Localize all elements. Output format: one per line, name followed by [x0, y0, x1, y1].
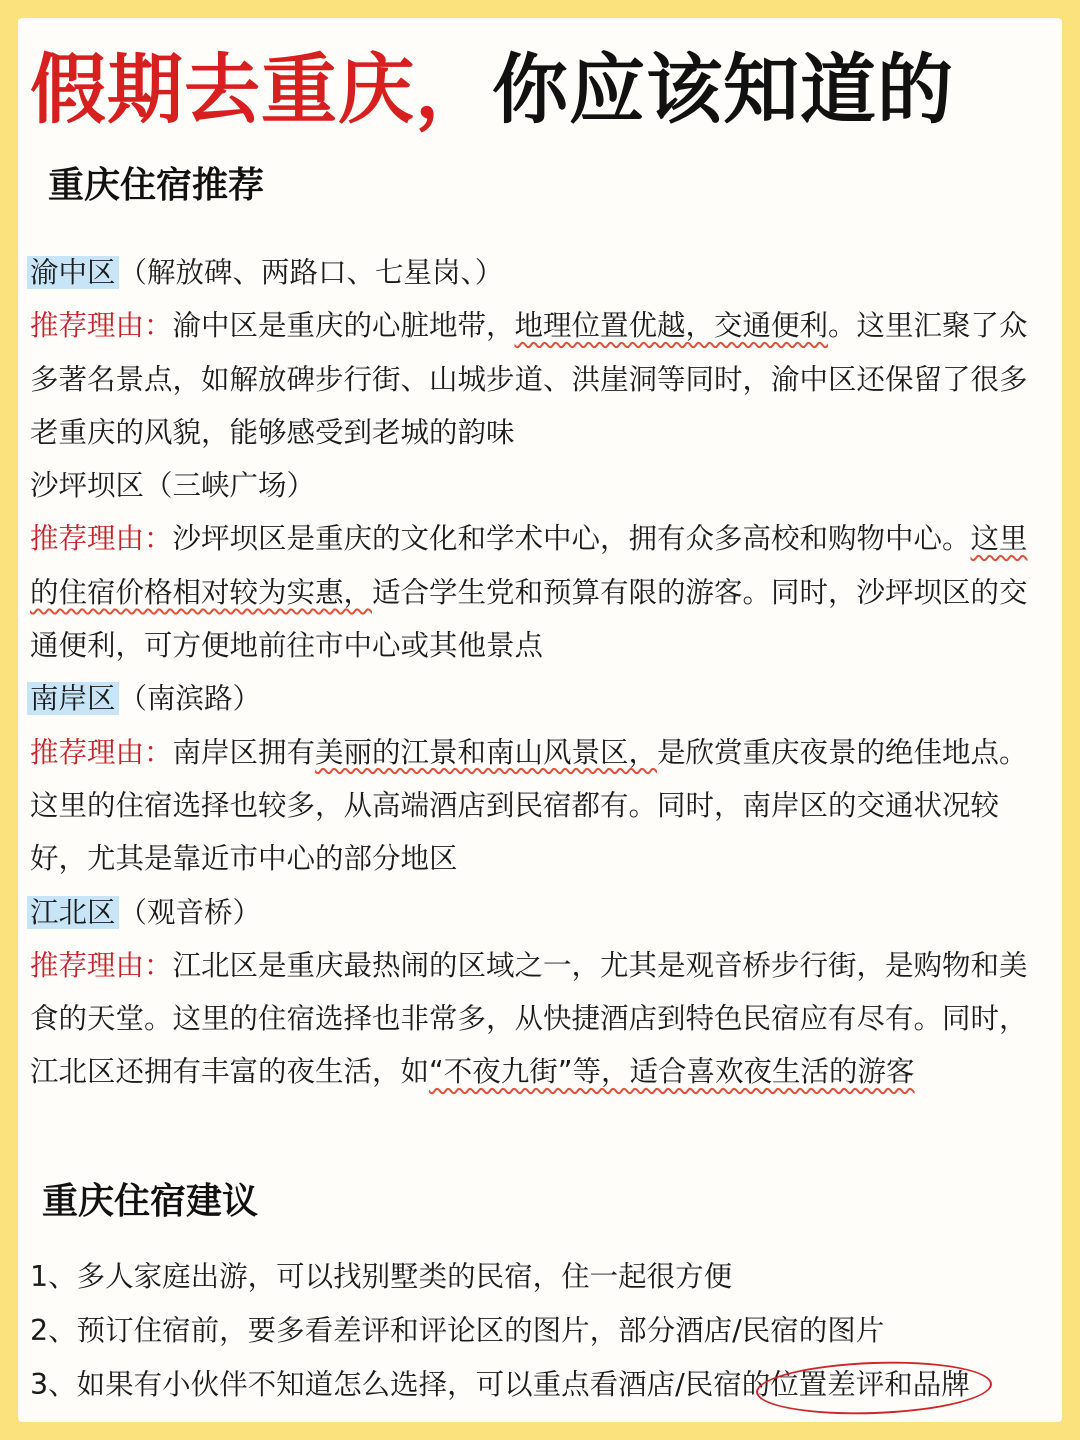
tip-item: 3、如果有小伙伴不知道怎么选择，可以重点看酒店/民宿的 位置差评和品牌 [30, 1358, 1040, 1412]
district-areas: （南滨路） [118, 682, 262, 716]
district-name-tag: 南岸区 [27, 682, 119, 715]
district-title [30, 246, 1040, 299]
district-title [30, 459, 1040, 512]
highlight-text: “不夜九街”等，适合喜欢夜生活的游客 [429, 1055, 915, 1089]
district-title [30, 886, 1040, 939]
district-reason: 推荐理由：沙坪坝区是重庆的文化和学术中心，拥有众多高校和购物中心。这里的住宿价格相对较为实惠，适合学生党和预算有限的游客。同时，沙坪坝区的交通便利，可方便地前往市中心或其他景点 [30, 522, 1028, 663]
tip-item: 1、多人家庭出游，可以找别墅类的民宿，住一起很方便 [30, 1260, 733, 1293]
title-black-part: 你应该知道的 [492, 45, 954, 134]
reason-label: 推荐理由： [30, 309, 173, 343]
reason-label: 推荐理由： [30, 522, 173, 556]
district-list [30, 246, 1040, 1099]
tip-item: 2、预订住宿前，要多看差评和评论区的图片，部分酒店/民宿的图片 [30, 1314, 885, 1347]
tips-list [30, 1250, 1040, 1412]
page-title [30, 30, 1050, 150]
district-name-tag: 渝中区 [27, 256, 119, 289]
reason-label: 推荐理由： [30, 735, 173, 769]
circled-highlight: 位置差评和品牌 [770, 1358, 970, 1412]
highlight-text: 地理位置优越，交通便利 [514, 309, 829, 343]
district-title [30, 672, 1040, 725]
district-name-tag: 江北区 [27, 896, 119, 929]
district-areas: （三峡广场） [144, 469, 316, 503]
district-name: 沙坪坝区 [30, 469, 145, 503]
district-reason: 推荐理由：江北区是重庆最热闹的区域之一，尤其是观音桥步行街，是购物和美食的天堂。这里的住宿选择也非常多，从快捷酒店到特色民宿应有尽有。同时，江北区还拥有丰富的夜生活，如“不夜九街”等，适合喜欢夜生活的游客 [30, 948, 1028, 1089]
district-reason: 推荐理由：南岸区拥有美丽的江景和南山风景区，是欣赏重庆夜景的绝佳地点。这里的住宿选择也较多，从高端酒店到民宿都有。同时，南岸区的交通状况较好，尤其是靠近市中心的部分地区 [30, 735, 1028, 876]
district-reason: 推荐理由：渝中区是重庆的心脏地带，地理位置优越，交通便利。这里汇聚了众多著名景点，如解放碑步行街、山城步道、洪崖洞等同时，渝中区还保留了很多老重庆的风貌，能够感受到老城的韵味 [30, 309, 1028, 449]
section-heading-recommend: 重庆住宿推荐 [32, 162, 278, 210]
reason-label: 推荐理由： [30, 948, 173, 982]
section-heading-advice: 重庆住宿建议 [26, 1178, 272, 1226]
highlight-text: 美丽的江景和南山风景区， [315, 735, 658, 769]
district-areas: （观音桥） [118, 895, 262, 929]
district-areas: （解放碑、两路口、七星岗、） [118, 256, 504, 289]
title-red-part: 假期去重庆， [30, 45, 492, 134]
highlight-text: 这里的住宿价格相对较为实惠， [30, 522, 1028, 609]
